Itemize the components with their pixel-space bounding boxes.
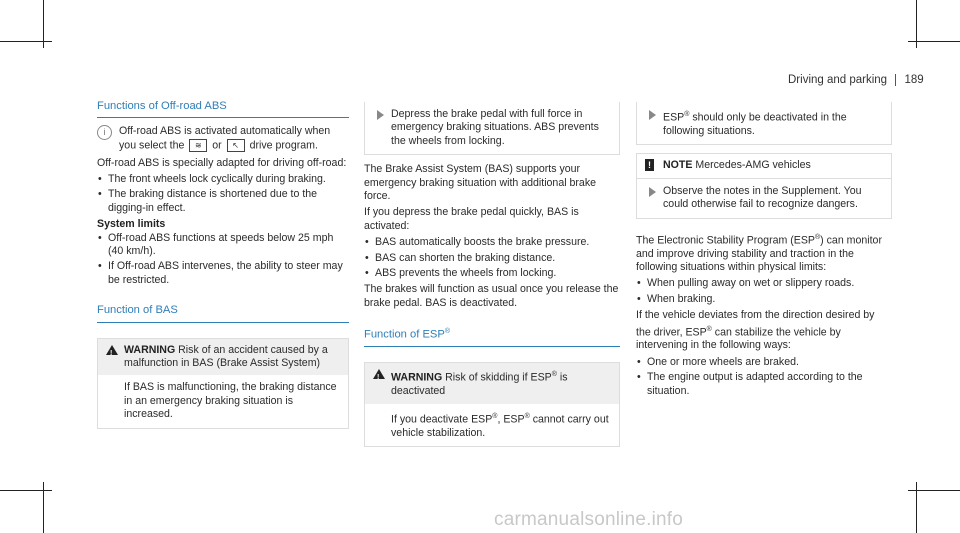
list-item: • The engine output is adapted according to the situation. — [636, 371, 892, 398]
paragraph: The Brake Assist System (BAS) supports your emergency braking situation with additional brake force. — [364, 163, 597, 203]
warning-box — [97, 338, 349, 429]
section-title-esp: Function of ESP® — [364, 328, 451, 342]
warning-body: If you deactivate ESP®, ESP® cannot carry out vehicle stabilization. — [391, 412, 609, 439]
arrow-right-icon — [649, 187, 656, 197]
crop-mark — [0, 41, 52, 42]
system-limits-heading: System limits — [97, 218, 166, 231]
info-note: i Off-road ABS is activated automatically when you select the ≋ or ↖ drive program. — [97, 125, 349, 152]
note-text: Mercedes-AMG vehicles — [695, 159, 811, 172]
rock-mode-icon: ↖ — [227, 139, 245, 152]
title-rule — [97, 322, 349, 323]
action-step: Depress the brake pedal with full force in emergency braking situations. ABS prevents the wheels from locking. — [364, 102, 620, 155]
list-item: • Off-road ABS functions at speeds below 25 mph (40 km/h). — [97, 232, 349, 259]
offroad-mode-icon: ≋ — [189, 139, 207, 152]
list-item: • One or more wheels are braked. — [636, 356, 892, 369]
title-rule — [364, 346, 620, 347]
bullet-list — [97, 232, 349, 288]
section-title-bas: Function of BAS — [97, 304, 178, 317]
list-item: • ABS prevents the wheels from locking. — [364, 267, 620, 280]
list-item: • If Off-road ABS intervenes, the ability to steer may be restricted. — [97, 260, 349, 287]
amg-note-header — [637, 154, 891, 177]
list-item: • BAS automatically boosts the brake pressure. — [364, 236, 620, 249]
paragraph: If you depress the brake pedal quickly, BAS is activated: — [364, 206, 579, 232]
column-2 — [364, 102, 620, 453]
warning-header: ! WARNING Risk of skidding if ESP® is deactivated — [365, 363, 619, 403]
warning-icon: ! — [373, 369, 385, 379]
bullet-list — [364, 236, 620, 280]
bullet-list — [636, 277, 892, 306]
paragraph: Off-road ABS is specially adapted for driving off-road: — [97, 156, 347, 169]
page-number: 189 — [904, 74, 924, 87]
list-item: • When pulling away on wet or slippery roads. — [636, 277, 892, 290]
column-1 — [97, 100, 349, 435]
crop-mark — [0, 490, 52, 491]
info-icon: i — [97, 125, 112, 140]
paragraph: The brakes will function as usual once you release the brake pedal. BAS is deactivated. — [364, 283, 619, 309]
list-item: • The braking distance is shortened due to the digging-in effect. — [97, 188, 349, 215]
action-step: Observe the notes in the Supplement. You could otherwise fail to recognize dangers. — [637, 178, 891, 218]
warning-icon: ! — [106, 345, 118, 355]
paragraph: The Electronic Stability Program (ESP®) can monitor and improve driving stability and traction in the following situations within physical limits: — [636, 233, 882, 273]
running-header — [788, 74, 924, 86]
warning-title: Risk of an accident caused by a malfunction in BAS (Brake Assist System) — [124, 343, 328, 369]
warning-body: If BAS is malfunctioning, the braking distance in an emergency braking situation is increased. — [124, 381, 337, 421]
section-name: Driving and parking — [788, 74, 888, 87]
header-divider — [895, 74, 896, 86]
bullet-list — [636, 356, 892, 398]
list-item: • The front wheels lock cyclically during braking. — [97, 173, 349, 186]
watermark: carmanualsonline.info — [494, 509, 684, 530]
crop-mark — [908, 41, 960, 42]
exclamation-icon: ! — [645, 159, 654, 171]
section-title-offroad-abs: Functions of Off-road ABS — [97, 100, 227, 112]
warning-label: WARNING — [391, 371, 443, 384]
crop-mark — [908, 490, 960, 491]
arrow-right-icon — [649, 110, 656, 120]
note-label: NOTE — [663, 159, 693, 172]
action-step: ESP® should only be deactivated in the following situations. — [636, 102, 892, 145]
paragraph: If the vehicle deviates from the direction desired by the driver, ESP® can stabilize the vehicle by intervening in the following ways: — [636, 309, 875, 352]
list-item: • When braking. — [636, 293, 892, 306]
list-item: • BAS can shorten the braking distance. — [364, 252, 620, 265]
arrow-right-icon — [377, 110, 384, 120]
title-rule — [97, 117, 349, 118]
warning-label: WARNING — [124, 343, 176, 356]
warning-header — [98, 339, 348, 376]
warning-box — [364, 362, 620, 447]
column-3 — [636, 102, 892, 401]
amg-note-box — [636, 153, 892, 218]
bullet-list — [97, 173, 349, 215]
